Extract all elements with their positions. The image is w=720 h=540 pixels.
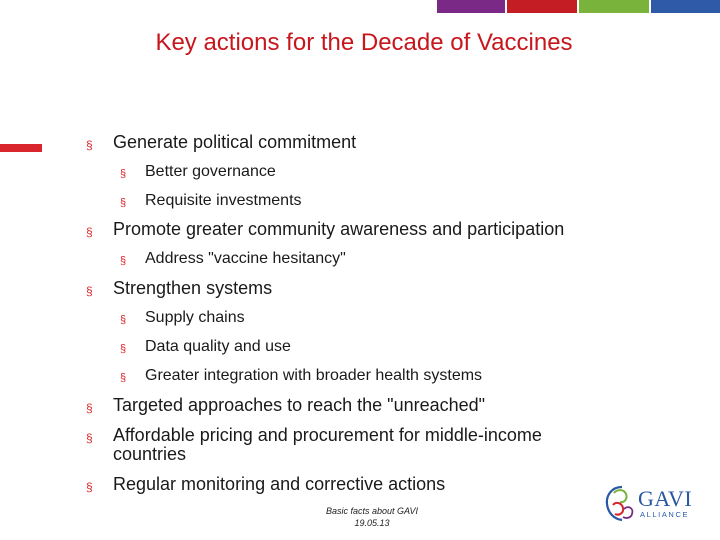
logo-mother-child-icon bbox=[607, 487, 633, 520]
sub-bullet-item bbox=[120, 309, 245, 327]
sub-bullet-item bbox=[120, 250, 346, 268]
bullet-marker: § bbox=[120, 197, 127, 209]
sub-bullet-text: Greater integration with broader health systems bbox=[145, 367, 483, 384]
bullet-item bbox=[86, 426, 613, 464]
sub-bullet-item bbox=[120, 163, 276, 181]
bullet-marker: § bbox=[86, 401, 93, 415]
bullet-marker: § bbox=[86, 431, 93, 445]
bullet-item bbox=[86, 220, 564, 239]
bullet-marker: § bbox=[120, 343, 127, 355]
footer-line-2: 19.05.13 bbox=[354, 518, 390, 528]
sub-bullet-item bbox=[120, 367, 482, 385]
bullet-text: Strengthen systems bbox=[113, 278, 273, 298]
bullet-item bbox=[86, 133, 356, 152]
bullet-text: Targeted approaches to reach the "unreached" bbox=[113, 395, 486, 415]
bullet-item bbox=[86, 475, 445, 494]
bullet-marker: § bbox=[120, 168, 127, 180]
bullet-item bbox=[86, 396, 485, 415]
sub-bullet-item bbox=[120, 192, 302, 210]
bullet-item bbox=[86, 279, 272, 298]
bullet-marker: § bbox=[86, 284, 93, 298]
bullet-marker: § bbox=[120, 372, 127, 384]
bullet-marker: § bbox=[86, 480, 93, 494]
slide-title: Key actions for the Decade of Vaccines bbox=[155, 29, 573, 56]
gavi-logo bbox=[604, 483, 708, 523]
sub-bullet-text: Better governance bbox=[145, 163, 276, 180]
bullet-marker: § bbox=[86, 225, 93, 239]
sub-bullet-text: Supply chains bbox=[145, 309, 245, 326]
sub-bullet-text: Data quality and use bbox=[145, 338, 291, 355]
bullet-text: Regular monitoring and corrective actions bbox=[113, 474, 446, 494]
bullet-text: Affordable pricing and procurement for middle-income countries bbox=[113, 425, 542, 464]
sub-bullet-text: Address "vaccine hesitancy" bbox=[145, 250, 346, 267]
logo-name: GAVI bbox=[638, 486, 693, 511]
logo-tagline: ALLIANCE bbox=[640, 510, 690, 519]
bullet-marker: § bbox=[86, 138, 93, 152]
bullet-text: Promote greater community awareness and participation bbox=[113, 219, 565, 239]
bullet-marker: § bbox=[120, 255, 127, 267]
bullet-text: Generate political commitment bbox=[113, 132, 357, 152]
sub-bullet-item bbox=[120, 338, 291, 356]
footer-line-1: Basic facts about GAVI bbox=[325, 506, 419, 516]
bullet-marker: § bbox=[120, 314, 127, 326]
sub-bullet-text: Requisite investments bbox=[145, 192, 302, 209]
footer bbox=[297, 505, 447, 529]
